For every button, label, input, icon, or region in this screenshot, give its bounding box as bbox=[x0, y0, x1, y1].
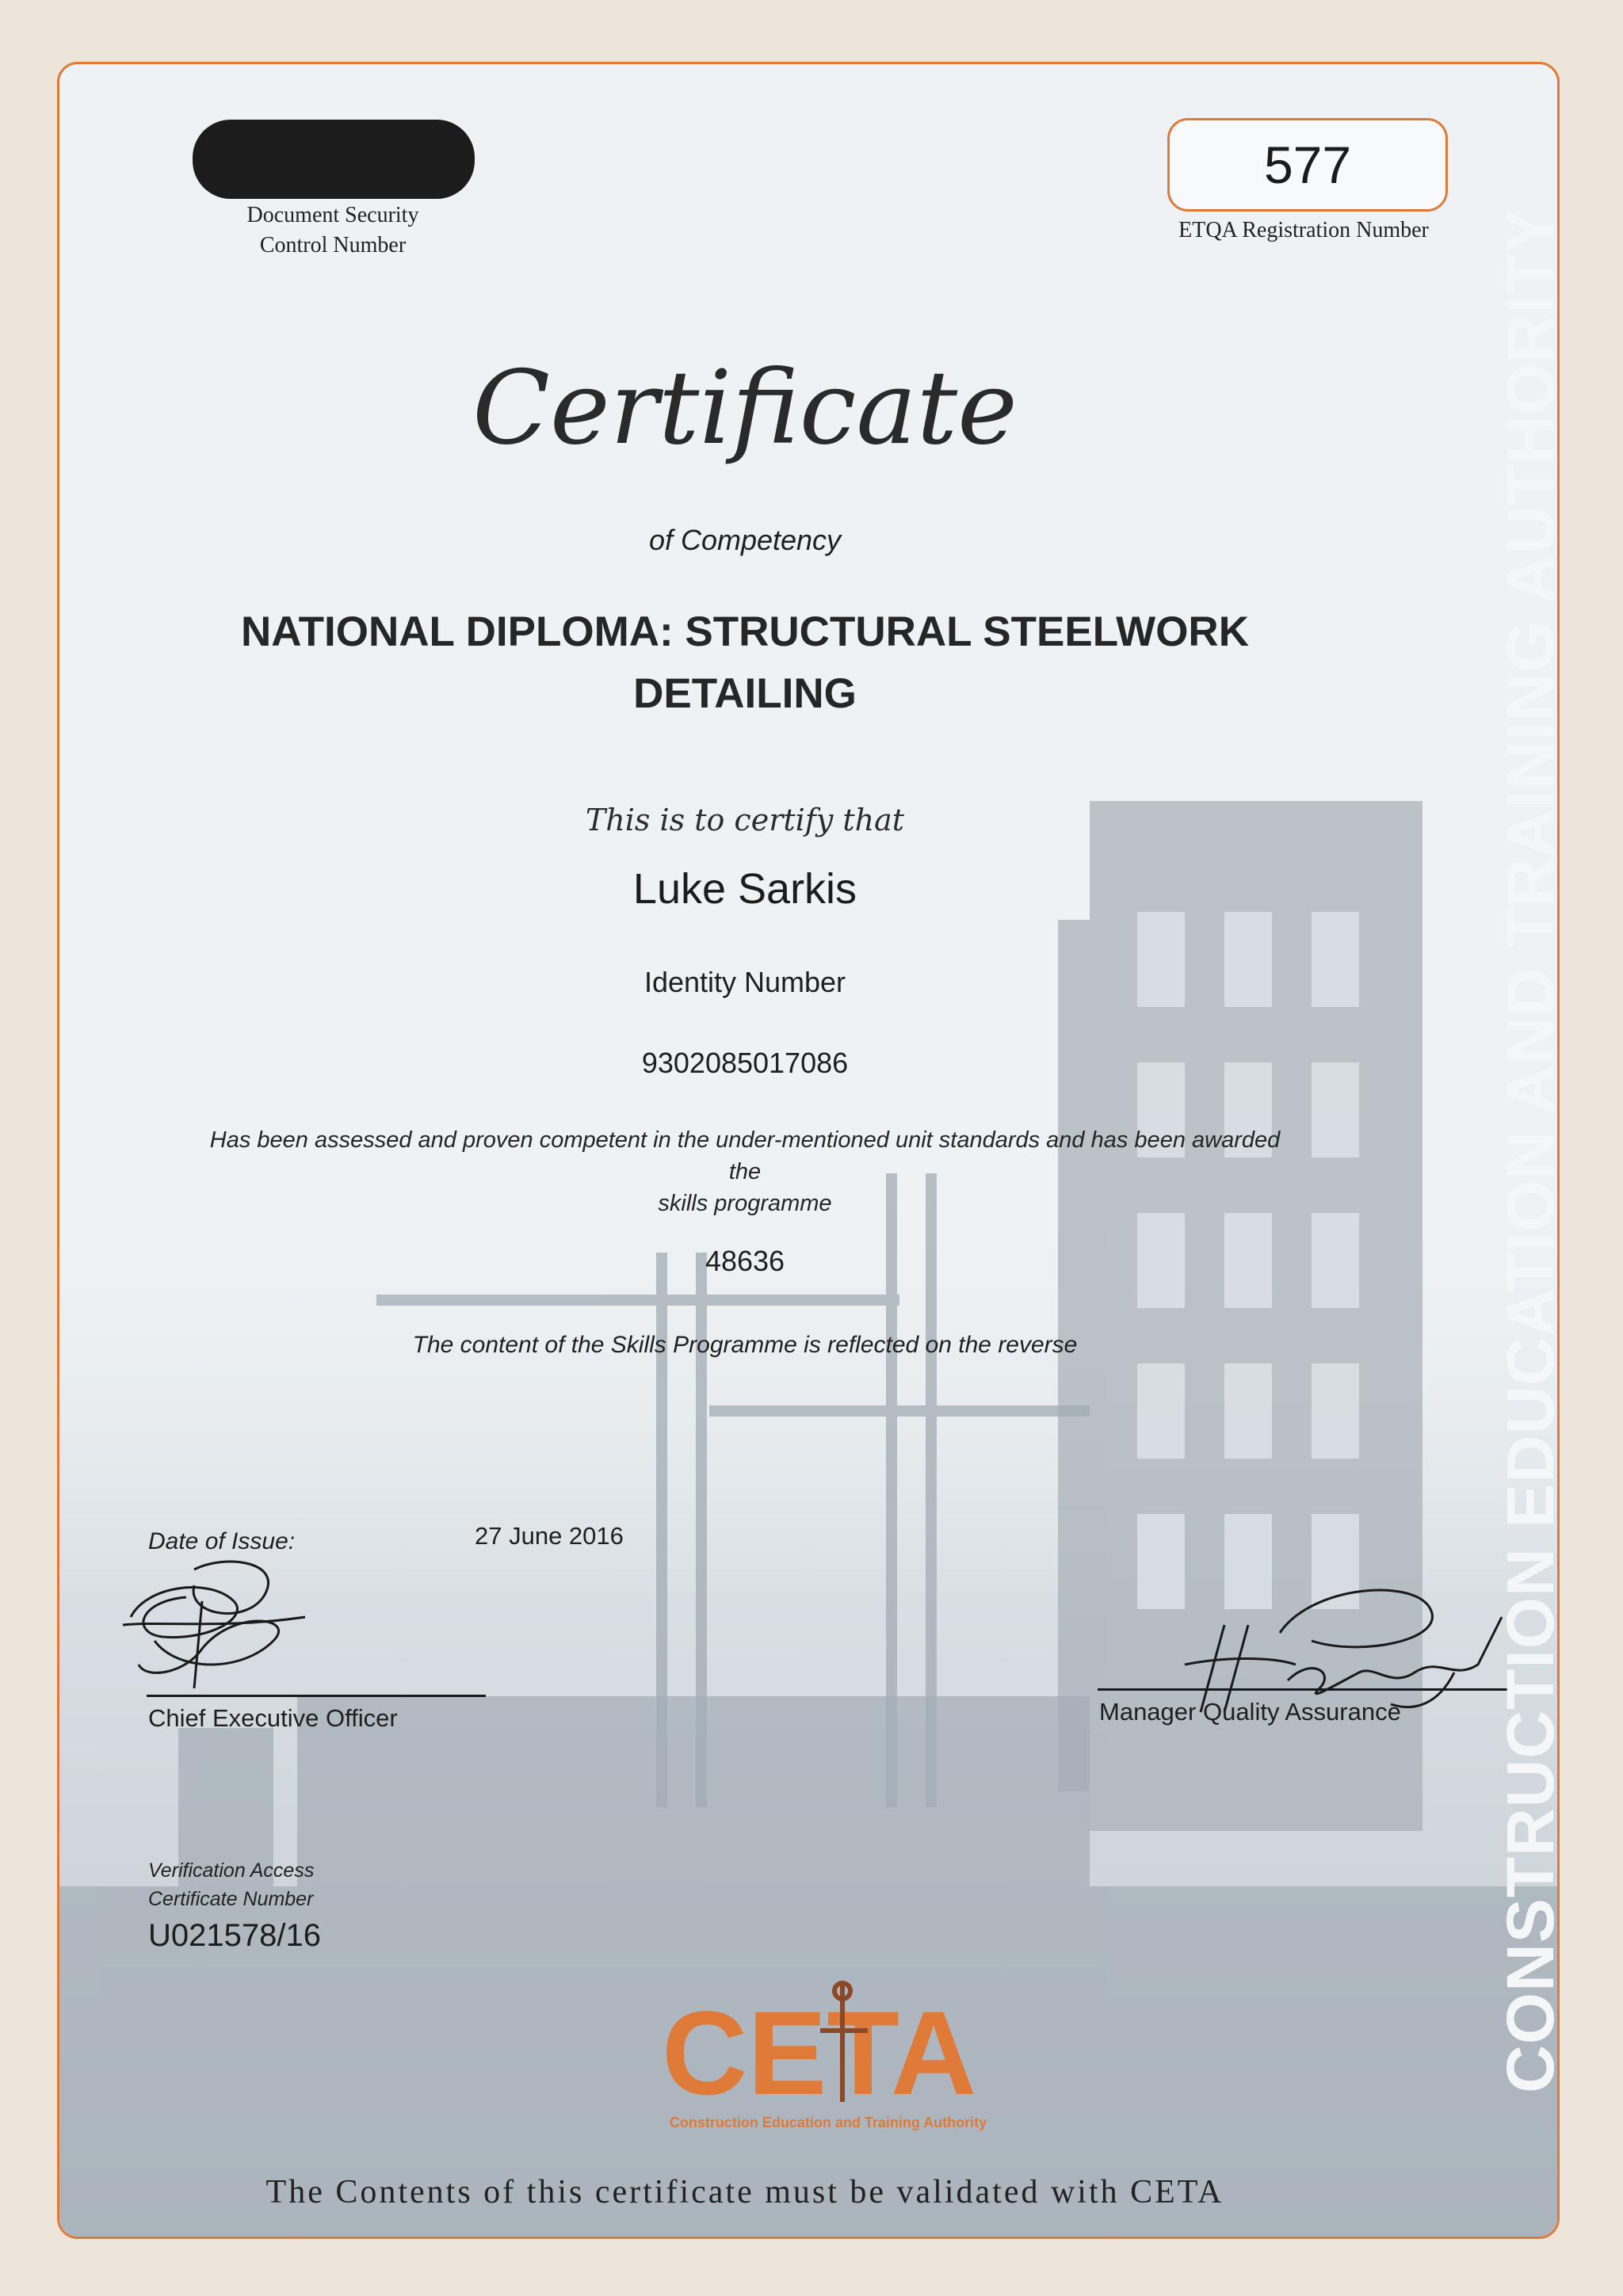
identity-label: Identity Number bbox=[643, 966, 846, 998]
skills-programme-code: 48636 bbox=[705, 1245, 785, 1277]
quality-manager-signature-line bbox=[1098, 1688, 1510, 1691]
identity-number: 9302085017086 bbox=[641, 1047, 849, 1079]
certificate-title: Certificate bbox=[472, 349, 1018, 467]
validation-footer: The Contents of this certificate must be validated with CETA bbox=[265, 2174, 1224, 2210]
ceo-title: Chief Executive Officer bbox=[148, 1704, 398, 1732]
ceta-logo bbox=[662, 1975, 995, 2126]
ceta-logo-tagline: Construction Education and Training Authority bbox=[669, 2115, 987, 2130]
verification-number: U021578/16 bbox=[148, 1918, 321, 1953]
quality-manager-title: Manager Quality Assurance bbox=[1099, 1698, 1401, 1726]
program-title: NATIONAL DIPLOMA: STRUCTURAL STEELWORK DETAILING bbox=[241, 608, 1249, 717]
security-number-label: Document Security Control Number bbox=[246, 203, 419, 257]
svg-text:CETA: CETA bbox=[662, 1986, 977, 2119]
authority-side-band: CONSTRUCTION EDUCATION AND TRAINING AUTHORITY bbox=[1493, 208, 1568, 2093]
etqa-number-box: 577 bbox=[1167, 118, 1448, 212]
certificate-sheet bbox=[57, 62, 1560, 2239]
ceo-signature bbox=[115, 1554, 313, 1696]
recipient-name: Luke Sarkis bbox=[632, 865, 857, 913]
date-of-issue-value: 27 June 2016 bbox=[475, 1522, 624, 1550]
certify-text: This is to certify that bbox=[585, 803, 905, 837]
assessment-statement: Has been assessed and proven competent in the under-mentioned unit standards and has been awarded the skills programme bbox=[209, 1127, 1281, 1216]
ceo-signature-line bbox=[147, 1695, 486, 1697]
etqa-label: ETQA Registration Number bbox=[1178, 218, 1429, 242]
reverse-note: The content of the Skills Programme is reflected on the reverse bbox=[412, 1332, 1078, 1358]
verification-label: Verification Access Certificate Number bbox=[148, 1859, 315, 1910]
security-number-redaction bbox=[193, 120, 475, 199]
date-of-issue-label: Date of Issue: bbox=[148, 1528, 296, 1554]
certificate-subtitle: of Competency bbox=[648, 524, 842, 556]
